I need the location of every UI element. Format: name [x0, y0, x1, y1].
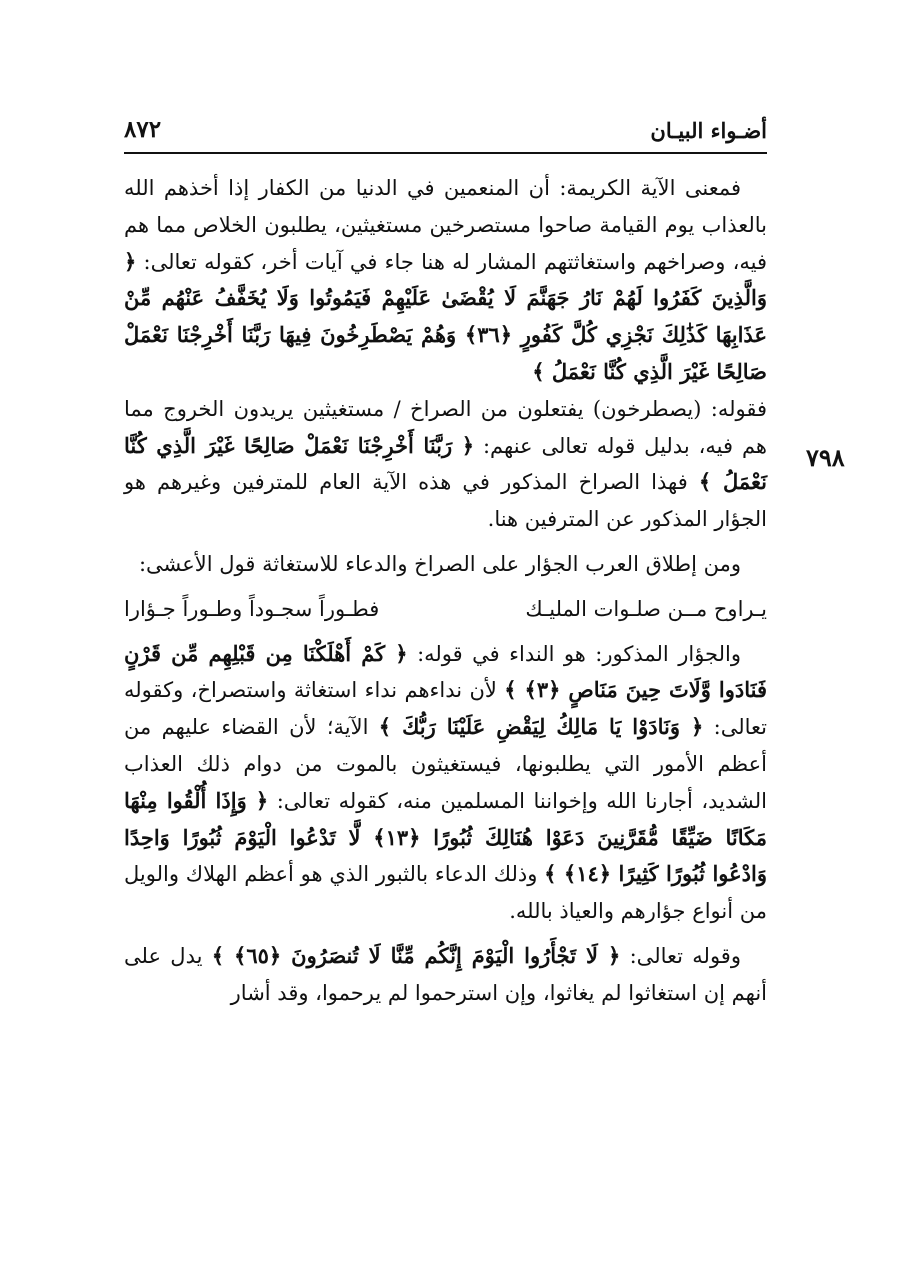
poem-hemistich-first: يـراوح مــن صلـوات المليـك	[525, 596, 767, 621]
paragraph: والجؤار المذكور: هو النداء في قوله: ﴿ كَمْ أَهْلَكْنَا مِن قَبْلِهِم مِّن قَرْنٍ فَنَادَوا وَّلَاتَ حِينَ مَنَاصٍ ﴿٣﴾ ﴾ لأن نداءهم نداء استغاثة واستصراخ، وكقوله تعالى: ﴿ وَنَادَوْا يَا مَالِكُ لِيَقْضِ عَلَيْنَا رَبُّكَ ﴾ الآية؛ لأن القضاء عليهم من أعظم الأمور التي يطلبونها، فيستغيثون بالموت من دوام ذلك العذاب الشديد، أجارنا الله وإخواننا المسلمين منه، كقوله تعالى: ﴿ وَإِذَا أُلْقُوا مِنْهَا مَكَانًا ضَيِّقًا مُّقَرَّنِينَ دَعَوْا هُنَالِكَ ثُبُورًا ﴿١٣﴾ لَّا تَدْعُوا الْيَوْمَ ثُبُورًا وَاحِدًا وَادْعُوا ثُبُورًا كَثِيرًا ﴿١٤﴾ ﴾ وذلك الدعاء بالثبور الذي هو أعظم الهلاك والويل من أنواع جؤارهم والعياذ بالله.	[124, 640, 767, 924]
quran-verse: ﴿ وَإِذَا أُلْقُوا مِنْهَا مَكَانًا ضَيِّقًا مُّقَرَّنِينَ دَعَوْا هُنَالِكَ ثُبُورًا ﴿١٣﴾ لَّا تَدْعُوا الْيَوْمَ ثُبُورًا وَاحِدًا وَادْعُوا ثُبُورًا كَثِيرًا ﴿١٤﴾ ﴾	[124, 787, 767, 887]
quran-verse: ﴿ لَا تَجْأَرُوا الْيَوْمَ إِنَّكُم مِّنَّا لَا تُنصَرُونَ ﴿٦٥﴾ ﴾	[211, 942, 621, 968]
running-title: أضـواء البيـان	[650, 118, 767, 143]
margin-page-reference: ٧٩٨	[806, 443, 845, 472]
quran-verse: ﴿ رَبَّنَا أَخْرِجْنَا نَعْمَلْ صَالِحًا غَيْرَ الَّذِي كُنَّا نَعْمَلُ ﴾	[124, 432, 767, 495]
page-header	[124, 112, 767, 152]
quran-verse: ﴿ وَالَّذِينَ كَفَرُوا لَهُمْ نَارُ جَهَنَّمَ لَا يُقْضَىٰ عَلَيْهِمْ فَيَمُوتُوا وَلَا يُخَفَّفُ عَنْهُم مِّنْ عَذَابِهَا كَذَٰلِكَ نَجْزِي كُلَّ كَفُورٍ ﴿٣٦﴾ وَهُمْ يَصْطَرِخُونَ فِيهَا رَبَّنَا أَخْرِجْنَا نَعْمَلْ صَالِحًا غَيْرَ الَّذِي كُنَّا نَعْمَلُ ﴾	[124, 248, 767, 384]
body-text	[124, 170, 767, 1012]
paragraph: فقوله: (يصطرخون) يفتعلون من الصراخ / مستغيثين يريدون الخروج مما هم فيه، بدليل قوله تعالى عنهم: ﴿ رَبَّنَا أَخْرِجْنَا نَعْمَلْ صَالِحًا غَيْرَ الَّذِي كُنَّا نَعْمَلُ ﴾ فهذا الصراخ المذكور في هذه الآية العام للمترفين وغيرهم هو الجؤار المذكور عن المترفين هنا.	[124, 396, 767, 532]
poem-hemistich-second: فطـوراً سجـوداً وطـوراً جـؤارا	[124, 596, 380, 621]
paragraph: وقوله تعالى: ﴿ لَا تَجْأَرُوا الْيَوْمَ إِنَّكُم مِّنَّا لَا تُنصَرُونَ ﴿٦٥﴾ ﴾ يدل على أنهم إن استغاثوا لم يغاثوا، وإن استرحموا لم يرحموا، وقد أشار	[124, 942, 767, 1005]
paragraph: ومن إطلاق العرب الجؤار على الصراخ والدعاء للاستغاثة قول الأعشى:	[138, 551, 741, 576]
header-rule	[124, 152, 767, 154]
page-number: ٨٧٢	[124, 116, 162, 143]
quran-verse: ﴿ وَنَادَوْا يَا مَالِكُ لِيَقْضِ عَلَيْنَا رَبُّكَ ﴾	[378, 714, 704, 740]
quran-verse: ﴿ كَمْ أَهْلَكْنَا مِن قَبْلِهِم مِّن قَرْنٍ فَنَادَوا وَّلَاتَ حِينَ مَنَاصٍ ﴿٣﴾ ﴾	[124, 640, 767, 703]
paragraph: فمعنى الآية الكريمة: أن المنعمين في الدنيا من الكفار إذا أخذهم الله بالعذاب يوم القيامة صاحوا مستصرخين مستغيثين، يطلبون الخلاص مما هم فيه، وصراخهم واستغاثتهم المشار له هنا جاء في آيات أخر، كقوله تعالى: ﴿ وَالَّذِينَ كَفَرُوا لَهُمْ نَارُ جَهَنَّمَ لَا يُقْضَىٰ عَلَيْهِمْ فَيَمُوتُوا وَلَا يُخَفَّفُ عَنْهُم مِّنْ عَذَابِهَا كَذَٰلِكَ نَجْزِي كُلَّ كَفُورٍ ﴿٣٦﴾ وَهُمْ يَصْطَرِخُونَ فِيهَا رَبَّنَا أَخْرِجْنَا نَعْمَلْ صَالِحًا غَيْرَ الَّذِي كُنَّا نَعْمَلُ ﴾	[124, 176, 767, 384]
poem-verse	[124, 591, 767, 628]
